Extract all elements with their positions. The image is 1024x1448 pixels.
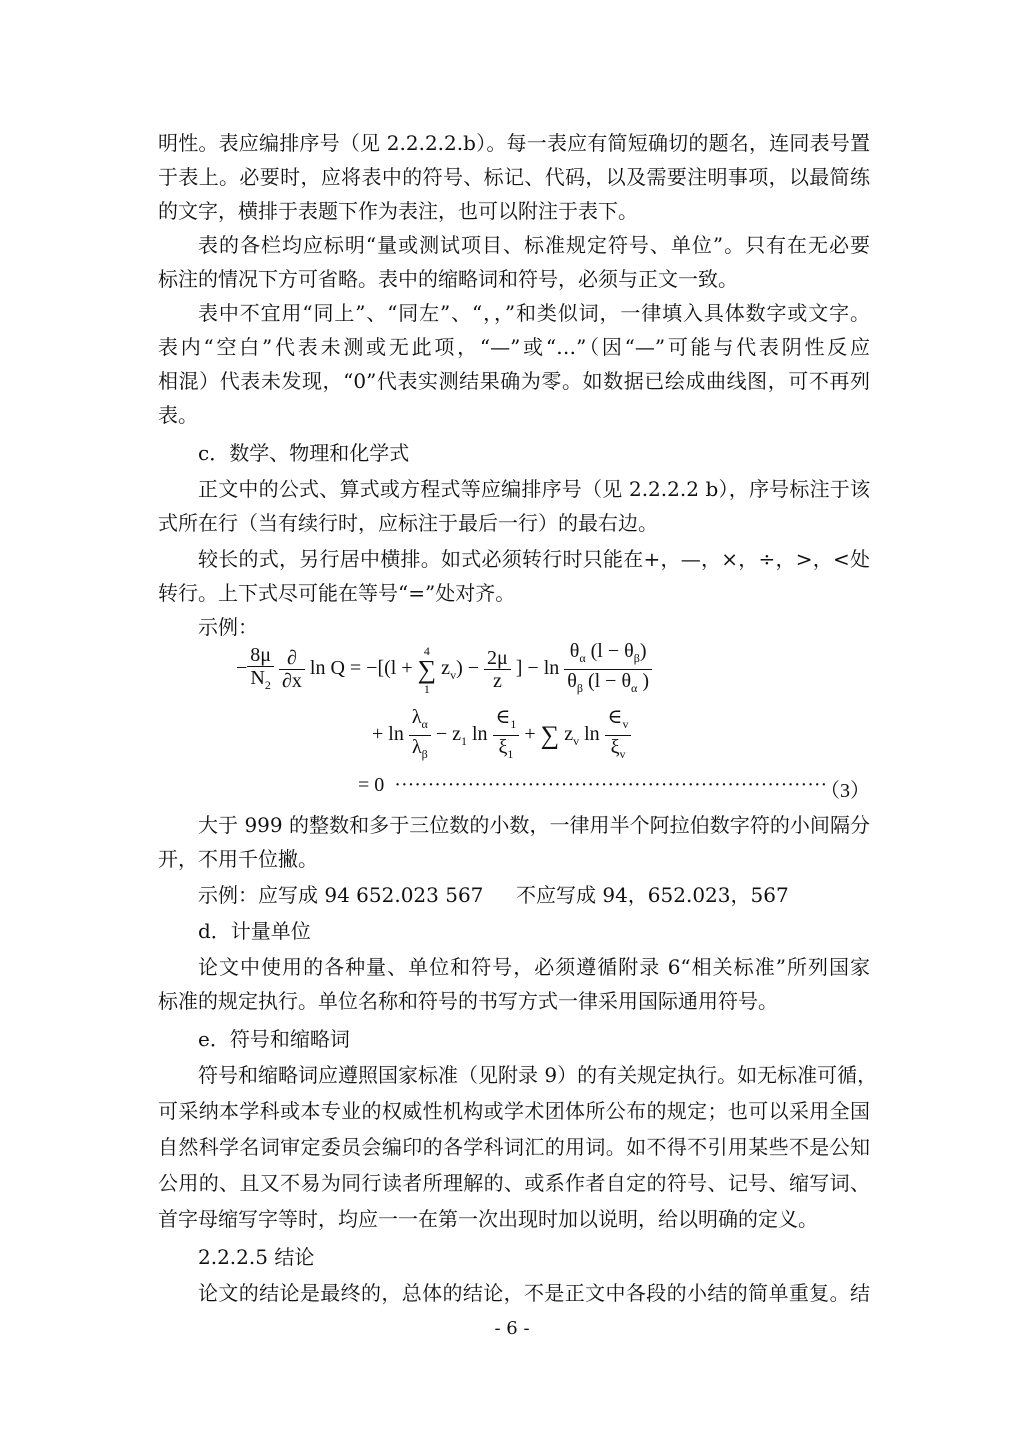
text-line: 公用的、且又不易为同行读者所理解的、或系作者自定的符号、记号、缩写词、 [158,1171,870,1195]
text-line: 大于 999 的整数和多于三位数的小数，一律用半个阿拉伯数字符的小间隔分 [198,813,870,837]
text-line: 表。 [158,403,198,427]
text-line: 式所在行（当有续行时，应标注于最后一行）的最右边。 [158,511,658,535]
text-line: 开，不用千位撇。 [158,847,318,871]
text-line: 较长的式，另行居中横排。如式必须转行时只能在+，—，×，÷，>，<处 [198,547,870,571]
text-line: 符号和缩略词应遵照国家标准（见附录 9）的有关规定执行。如无标准可循， [198,1063,878,1087]
text-line: 表中不宜用“同上”、“同左”、“，，”和类似词，一律填入具体数字或文字。 [198,301,870,325]
text-line: 论文的结论是最终的，总体的结论，不是正文中各段的小结的简单重复。结 [198,1281,870,1305]
text-line: 明性。表应编排序号（见 2.2.2.2.b）。每一表应有简短确切的题名，连同表号置 [158,131,870,155]
text-line: 标准的规定执行。单位名称和符号的书写方式一律采用国际通用符号。 [158,989,778,1013]
example-correct: 示例：应写成 94 652.023 567 [198,883,484,907]
text-line: 论文中使用的各种量、单位和符号，必须遵循附录 6“相关标准”所列国家 [198,955,870,979]
text-line: 可采纳本学科或本专业的权威性机构或学术团体所公布的规定；也可以采用全国 [158,1099,870,1123]
section-heading: c．数学、物理和化学式 [198,441,410,465]
text-line: 相混）代表未发现，“0”代表实测结果确为零。如数据已绘成曲线图，可不再列 [158,369,870,393]
equation-number: （3） [820,780,870,802]
equation-line-2: + ln $\frac{\lambda_\alpha}{\lambda_\beta}$ − $z_1$ ln $\frac{\in_1}{\xi_1}$ + ∑ $z_v$ ln $\frac{\in_v}{\xi_v}$ [372,706,631,765]
text-line: 转行。上下式尽可能在等号“=”处对齐。 [158,581,516,605]
text-line: 自然科学名词审定委员会编印的各学科词汇的用词。如不得不引用某些不是公知 [158,1135,870,1159]
equation-line-1: − $\frac{8\mu}{N_2}$ $\frac{\partial}{\partial x}$ ln Q = −[(l + 4 ∑ 1 $z_v$) − $\frac{2\mu}{z}$ ] − ln $\frac{\theta_\alpha (l - \theta_\beta)}{\theta_\beta (l - \theta_\alpha )}$ [236,640,652,699]
section-heading: 2.2.2.5 结论 [198,1245,315,1269]
section-heading: e．符号和缩略词 [198,1027,350,1051]
section-heading: d．计量单位 [198,919,311,943]
equation-line-3: = 0 ································································· （3） [358,774,870,802]
example-incorrect: 不应写成 94，652.023，567 [516,883,789,907]
text-line: 首字母缩写字等时，均应一一在第一次出现时加以说明，给以明确的定义。 [158,1207,818,1231]
page-number: - 6 - [494,1318,530,1339]
text-line: 标注的情况下方可省略。表中的缩略词和符号，必须与正文一致。 [158,267,738,291]
text-line: 表内“空白”代表未测或无此项，“—”或“…”（因“—”可能与代表阴性反应 [158,335,870,359]
text-line: 正文中的公式、算式或方程式等应编排序号（见 2.2.2.2 b），序号标注于该 [198,477,870,501]
equation-leader-dots: ································································· [394,774,828,796]
example-label: 示例： [198,615,258,639]
text-line: 的文字，横排于表题下作为表注，也可以附注于表下。 [158,199,638,223]
text-line: 表的各栏均应标明“量或测试项目、标准规定符号、单位”。只有在无必要 [198,233,870,257]
text-line: 于表上。必要时，应将表中的符号、标记、代码，以及需要注明事项，以最简练 [158,165,870,189]
